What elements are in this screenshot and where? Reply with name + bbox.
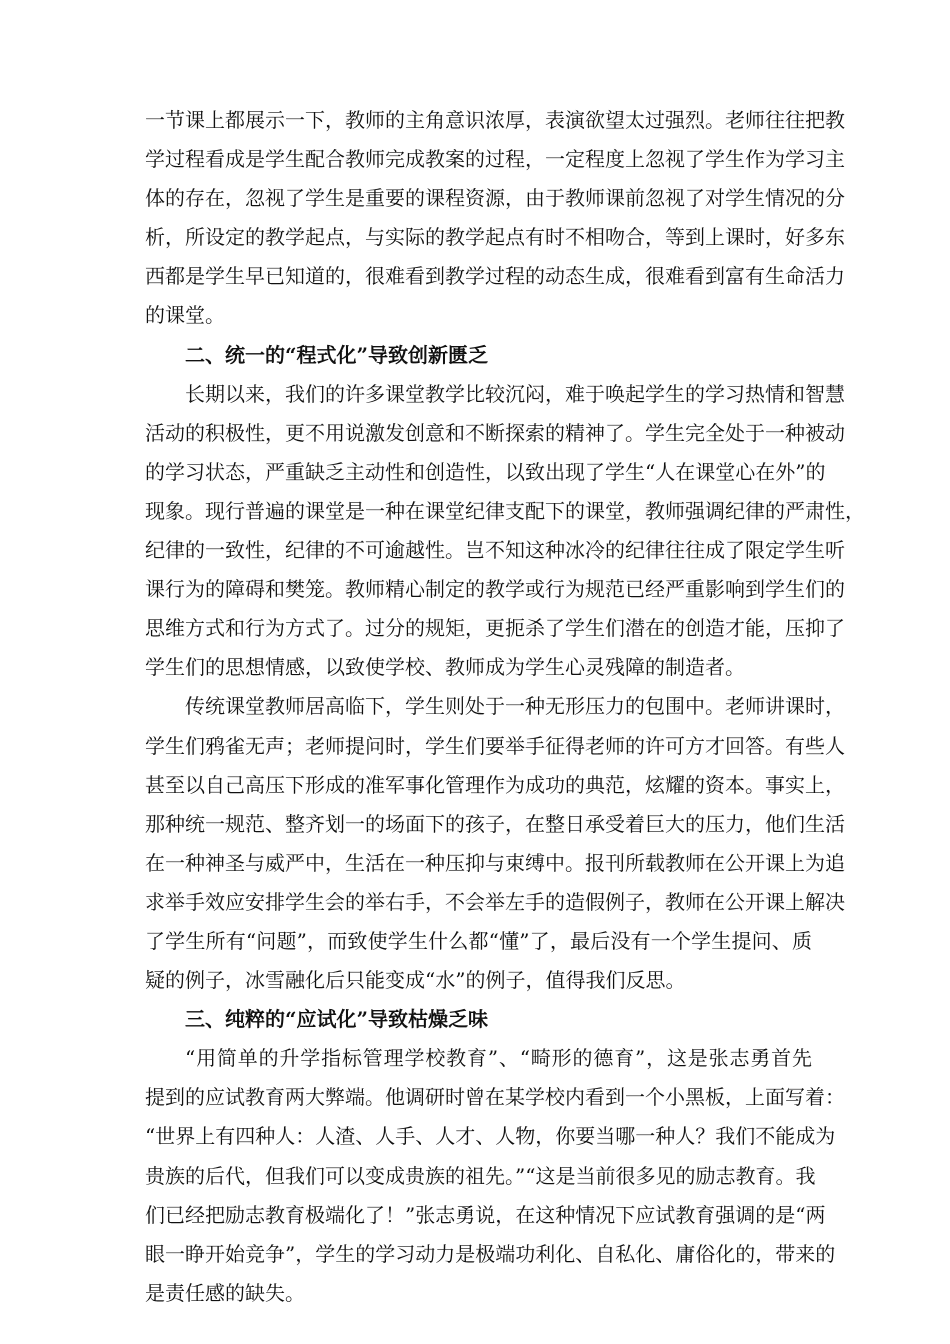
- text-line: 们已经把励志教育极端化了！”张志勇说，在这种情况下应试教育强调的是“两: [145, 1202, 826, 1227]
- text-line: 课行为的障碍和樊笼。教师精心制定的教学或行为规范已经严重影响到学生们的: [145, 577, 845, 602]
- text-line: “用简单的升学指标管理学校教育”、“畸形的德育”，这是张志勇首先: [185, 1046, 812, 1071]
- text-line: 析，所设定的教学起点，与实际的教学起点有时不相吻合，等到上课时，好多东: [145, 225, 845, 250]
- text-line: 的课堂。: [145, 303, 225, 328]
- section-heading: 二、统一的“程式化”导致创新匮乏: [185, 342, 489, 367]
- text-line: 学过程看成是学生配合教师完成教案的过程，一定程度上忽视了学生作为学习主: [145, 147, 845, 172]
- text-line: 提到的应试教育两大弊端。他调研时曾在某学校内看到一个小黑板，上面写着：: [145, 1085, 845, 1110]
- text-line: 在一种神圣与威严中，生活在一种压抑与束缚中。报刊所载教师在公开课上为追: [145, 850, 845, 875]
- text-line: 了学生所有“问题”，而致使学生什么都“懂”了，最后没有一个学生提问、质: [145, 928, 812, 953]
- text-line: 学生们的思想情感，以致使学校、教师成为学生心灵残障的制造者。: [145, 655, 745, 680]
- text-line: 一节课上都展示一下，教师的主角意识浓厚，表演欲望太过强烈。老师往往把教: [145, 108, 845, 132]
- text-line: 求举手效应安排学生会的举右手，不会举左手的造假例子，教师在公开课上解决: [145, 889, 845, 914]
- text-line: 体的存在，忽视了学生是重要的课程资源，由于教师课前忽视了对学生情况的分: [145, 186, 845, 211]
- text-line: 现象。现行普遍的课堂是一种在课堂纪律支配下的课堂，教师强调纪律的严肃性，: [145, 498, 865, 523]
- text-line: 学生们鸦雀无声；老师提问时，学生们要举手征得老师的许可方才回答。有些人: [145, 733, 845, 758]
- text-line: 的学习状态，严重缺乏主动性和创造性，以致出现了学生“人在课堂心在外”的: [145, 459, 826, 484]
- text-line: 长期以来，我们的许多课堂教学比较沉闷，难于唤起学生的学习热情和智慧: [185, 381, 845, 406]
- text-line: 那种统一规范、整齐划一的场面下的孩子，在整日承受着巨大的压力，他们生活: [145, 811, 845, 836]
- text-line: 西都是学生早已知道的，很难看到教学过程的动态生成，很难看到富有生命活力: [145, 264, 845, 289]
- section-heading: 三、纯粹的“应试化”导致枯燥乏味: [185, 1007, 489, 1032]
- text-line: 疑的例子，冰雪融化后只能变成“水”的例子，值得我们反思。: [145, 968, 686, 993]
- text-line: 思维方式和行为方式了。过分的规矩，更扼杀了学生们潜在的创造才能，压抑了: [145, 616, 845, 641]
- text-line: “世界上有四种人：人渣、人手、人才、人物，你要当哪一种人？我们不能成为: [145, 1124, 836, 1149]
- document-body: [145, 101, 865, 1313]
- text-line: 纪律的一致性，纪律的不可逾越性。岂不知这种冰冷的纪律往往成了限定学生听: [145, 538, 845, 563]
- text-line: 甚至以自己高压下形成的准军事化管理作为成功的典范，炫耀的资本。事实上，: [145, 772, 845, 797]
- text-line: 贵族的后代，但我们可以变成贵族的祖先。”“这是当前很多见的励志教育。我: [145, 1163, 816, 1188]
- text-line: 传统课堂教师居高临下，学生则处于一种无形压力的包围中。老师讲课时，: [185, 694, 845, 719]
- text-line: 眼一睁开始竞争”，学生的学习动力是极端功利化、自私化、庸俗化的，带来的: [145, 1241, 836, 1266]
- text-line: 是责任感的缺失。: [145, 1280, 305, 1305]
- text-line: 活动的积极性，更不用说激发创意和不断探索的精神了。学生完全处于一种被动: [145, 420, 845, 445]
